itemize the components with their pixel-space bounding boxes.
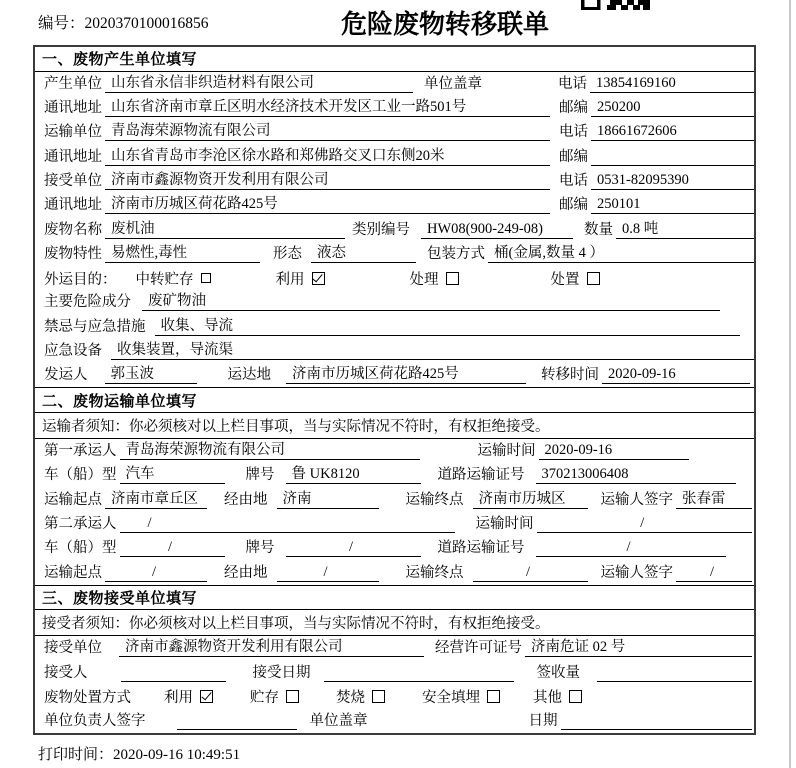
print-time-label: 打印时间： [38, 747, 114, 763]
print-time-value: 2020-09-16 10:49:51 [113, 747, 241, 763]
disposal-option-label: 其他 [533, 690, 562, 707]
accept-date-value [324, 666, 514, 682]
road-permit-label: 道路运输证号 [437, 467, 525, 484]
purpose-option-transit-storage [136, 268, 211, 289]
via2-value: / [277, 564, 379, 582]
leader-sign-value [177, 714, 297, 730]
section3-title: 三、废物接受单位填写 [35, 585, 754, 611]
waste-character-value: 易燃性,毒性 [105, 241, 260, 263]
checkbox-landfill [487, 690, 500, 703]
carrier1-time-value: 2020-09-16 [539, 442, 689, 460]
receive-unit-label: 接受单位 [44, 172, 102, 189]
carrier1-value: 青岛海荣源物流有限公司 [120, 438, 420, 460]
section2-title: 二、废物运输单位填写 [35, 387, 754, 413]
address-label: 通讯地址 [44, 197, 102, 214]
transporter1-sign-value: 张春雷 [676, 487, 752, 509]
row-hazard-component [35, 290, 754, 314]
via-label: 经由地 [224, 564, 268, 581]
row-vehicle2 [35, 536, 754, 560]
via-label: 经由地 [224, 491, 268, 508]
form-state-value: 液态 [311, 241, 416, 263]
row-disposal-method [35, 685, 754, 709]
waste-character-label: 废物特性 [44, 245, 102, 262]
accept-date-label: 接受日期 [252, 664, 311, 681]
hazard-component-value: 废矿物油 [142, 289, 720, 311]
section2-note: 运输者须知：你必须核对以上栏目事项，当与实际情况不符时，有权拒绝接受。 [35, 413, 754, 439]
disposal-option-store [250, 686, 299, 707]
phone-label: 电话 [558, 75, 587, 92]
purpose-option-label: 处置 [550, 271, 580, 288]
transporter-sign-label: 运输人签字 [600, 491, 673, 508]
transporter-sign-label: 运输人签字 [600, 564, 673, 581]
destination-label: 运达地 [227, 367, 271, 384]
purpose-option-treat [410, 268, 459, 289]
page-edge-line [789, 0, 791, 768]
row-produce-unit [35, 72, 754, 96]
vehicle1-type-value: 汽车 [120, 462, 225, 484]
checkbox-utilize-2 [200, 690, 213, 703]
disposal-method-label: 废物处置方式 [44, 690, 131, 707]
row-produce-address [35, 96, 754, 120]
accept-unit-label: 接受单位 [44, 640, 102, 657]
produce-phone-value: 13854169160 [590, 75, 754, 93]
disposal-option-label: 安全填埋 [422, 690, 480, 707]
accept-person-label: 接受人 [44, 664, 88, 681]
row-transport-address [35, 144, 754, 168]
row-shipper [35, 363, 754, 387]
doc-number-label: 编号： [38, 15, 85, 32]
address-label: 通讯地址 [44, 148, 102, 165]
origin-label: 运输起点 [44, 491, 102, 508]
row-transport-unit [35, 120, 754, 144]
carrier2-value: / [120, 515, 455, 533]
print-time [38, 743, 240, 764]
zip-label: 邮编 [559, 148, 588, 165]
shipper-value: 郭玉波 [105, 362, 197, 384]
taboo-measures-label: 禁忌与应急措施 [44, 318, 146, 335]
row-receive-address [35, 193, 754, 217]
road-permit2-value: / [536, 539, 726, 557]
purpose-option-label: 处理 [409, 271, 439, 288]
transport-time-label: 运输时间 [475, 516, 534, 533]
produce-zip-value: 250200 [591, 99, 754, 117]
row-waste-character [35, 242, 754, 266]
road-permit1-value: 370213006408 [536, 466, 736, 484]
emergency-equipment-label: 应急设备 [44, 343, 102, 360]
transport-unit-value: 青岛海荣源物流有限公司 [105, 119, 550, 141]
row-vehicle1 [35, 463, 754, 487]
phone-label: 电话 [559, 124, 588, 141]
transport-time-label: 运输时间 [477, 443, 536, 460]
section3-note: 接受者须知：你必须核对以上栏目事项，当与实际情况不符时，有权拒绝接受。 [35, 610, 754, 636]
leader-sign-label: 单位负责人签字 [44, 713, 146, 730]
date-value [561, 714, 753, 730]
origin-label: 运输起点 [44, 564, 102, 581]
row-taboo-measures [35, 314, 754, 338]
check-icon [201, 690, 211, 701]
purpose-label: 外运目的： [44, 271, 117, 288]
section1-title: 一、废物产生单位填写 [35, 47, 754, 72]
carrier1-label: 第一承运人 [44, 443, 117, 460]
doc-number [38, 11, 209, 33]
checkbox-store [286, 690, 299, 703]
origin2-value: / [105, 564, 207, 582]
produce-address-value: 山东省济南市章丘区明水经济技术开发区工业一路501号 [105, 95, 550, 117]
license-label: 经营许可证号 [435, 640, 522, 657]
end2-value: / [473, 564, 588, 582]
sign-amount-label: 签收量 [536, 664, 580, 681]
accept-unit-value: 济南市鑫源物资开发利用有限公司 [119, 635, 424, 657]
disposal-option-utilize [164, 686, 213, 707]
date-label: 日期 [528, 713, 558, 730]
plate-label: 牌号 [245, 540, 275, 557]
quantity-label: 数量 [584, 221, 613, 238]
receive-zip-value: 250101 [591, 196, 754, 214]
end1-value: 济南市历城区 [473, 487, 588, 509]
transport-address-value: 山东省青岛市李沧区徐水路和郑佛路交叉口东侧20米 [105, 144, 550, 166]
plate2-value: / [286, 539, 421, 557]
category-value: HW08(900-249-08) [421, 221, 573, 239]
disposal-option-landfill [422, 686, 500, 707]
via1-value: 济南 [277, 487, 379, 509]
plate1-value: 鲁 UK8120 [286, 462, 421, 484]
row-receive-unit [35, 169, 754, 193]
emergency-equipment-value: 收集装置，导流渠 [111, 338, 754, 360]
form-state-label: 形态 [273, 245, 302, 262]
transport-unit-label: 运输单位 [44, 124, 102, 141]
carrier2-label: 第二承运人 [44, 516, 117, 533]
end-label: 运输终点 [405, 491, 464, 508]
destination-value: 济南市历城区荷花路425号 [286, 362, 526, 384]
row-carrier2 [35, 512, 754, 536]
qr-code-fragment [581, 0, 651, 11]
packing-label: 包装方式 [427, 245, 485, 262]
row-accept-person [35, 660, 754, 684]
row-waste-name [35, 217, 754, 241]
receive-address-value: 济南市历城区荷花路425号 [105, 192, 550, 214]
unit-seal-label: 单位盖章 [424, 75, 482, 92]
unit-seal-label: 单位盖章 [309, 713, 368, 730]
road-permit-label: 道路运输证号 [437, 540, 525, 557]
vehicle-type-label: 车（船）型 [44, 467, 117, 484]
purpose-option-label: 利用 [275, 271, 305, 288]
row-purpose [35, 266, 754, 290]
transfer-time-label: 转移时间 [541, 367, 599, 384]
row-leader-sign [35, 709, 754, 733]
packing-value: 桶(金属,数量 4 ） [488, 241, 754, 263]
purpose-option-label: 中转贮存 [135, 271, 194, 288]
transfer-time-value: 2020-09-16 [602, 366, 750, 384]
plate-label: 牌号 [245, 467, 275, 484]
transport-zip-value [591, 150, 754, 166]
check-icon [312, 271, 322, 282]
page-title: 危险废物转移联单 [340, 9, 550, 39]
row-carrier1 [35, 439, 754, 463]
address-label: 通讯地址 [44, 100, 102, 117]
disposal-option-label: 贮存 [250, 690, 279, 707]
purpose-option-dispose [551, 268, 600, 289]
license-value: 济南危证 02 号 [525, 635, 752, 657]
vehicle-type-label: 车（船）型 [44, 540, 117, 557]
produce-unit-label: 产生单位 [44, 75, 102, 92]
row-route2 [35, 560, 754, 584]
accept-person-value [121, 666, 226, 682]
hazard-component-label: 主要危险成分 [44, 294, 131, 311]
origin1-value: 济南市章丘区 [105, 487, 207, 509]
category-label: 类别编号 [352, 221, 410, 238]
shipper-label: 发运人 [44, 367, 88, 384]
vehicle2-type-value: / [120, 539, 225, 557]
disposal-option-label: 焚烧 [336, 690, 365, 707]
zip-label: 邮编 [559, 100, 588, 117]
waste-name-value: 废机油 [105, 217, 345, 239]
purpose-option-utilize [276, 268, 325, 289]
phone-label: 电话 [559, 172, 588, 189]
row-route1 [35, 487, 754, 511]
transport-phone-value: 18661672606 [591, 123, 754, 141]
disposal-option-incinerate [336, 686, 385, 707]
checkbox-dispose [587, 272, 600, 285]
page-header [0, 0, 796, 45]
receive-unit-value: 济南市鑫源物资开发利用有限公司 [105, 168, 550, 190]
checkbox-treat [446, 272, 459, 285]
quantity-value: 0.8 吨 [616, 217, 754, 239]
produce-unit-value: 山东省永信非织造材料有限公司 [105, 71, 413, 93]
waste-name-label: 废物名称 [44, 221, 102, 238]
disposal-option-label: 利用 [164, 690, 193, 707]
transporter2-sign-value: / [676, 564, 752, 582]
doc-number-value: 2020370100016856 [84, 15, 209, 32]
row-accept-unit [35, 636, 754, 660]
sign-amount-value [597, 666, 752, 682]
receive-phone-value: 0531-82095390 [591, 172, 754, 190]
checkbox-utilize [312, 272, 325, 285]
taboo-measures-value: 收集、导流 [155, 314, 741, 336]
disposal-option-other [533, 686, 582, 707]
zip-label: 邮编 [559, 197, 588, 214]
row-emergency-equipment [35, 339, 754, 363]
transfer-form [33, 45, 756, 735]
checkbox-transit-storage [201, 273, 211, 283]
checkbox-other [569, 690, 582, 703]
carrier2-time-value: / [537, 515, 753, 533]
checkbox-incinerate [372, 690, 385, 703]
end-label: 运输终点 [405, 564, 464, 581]
